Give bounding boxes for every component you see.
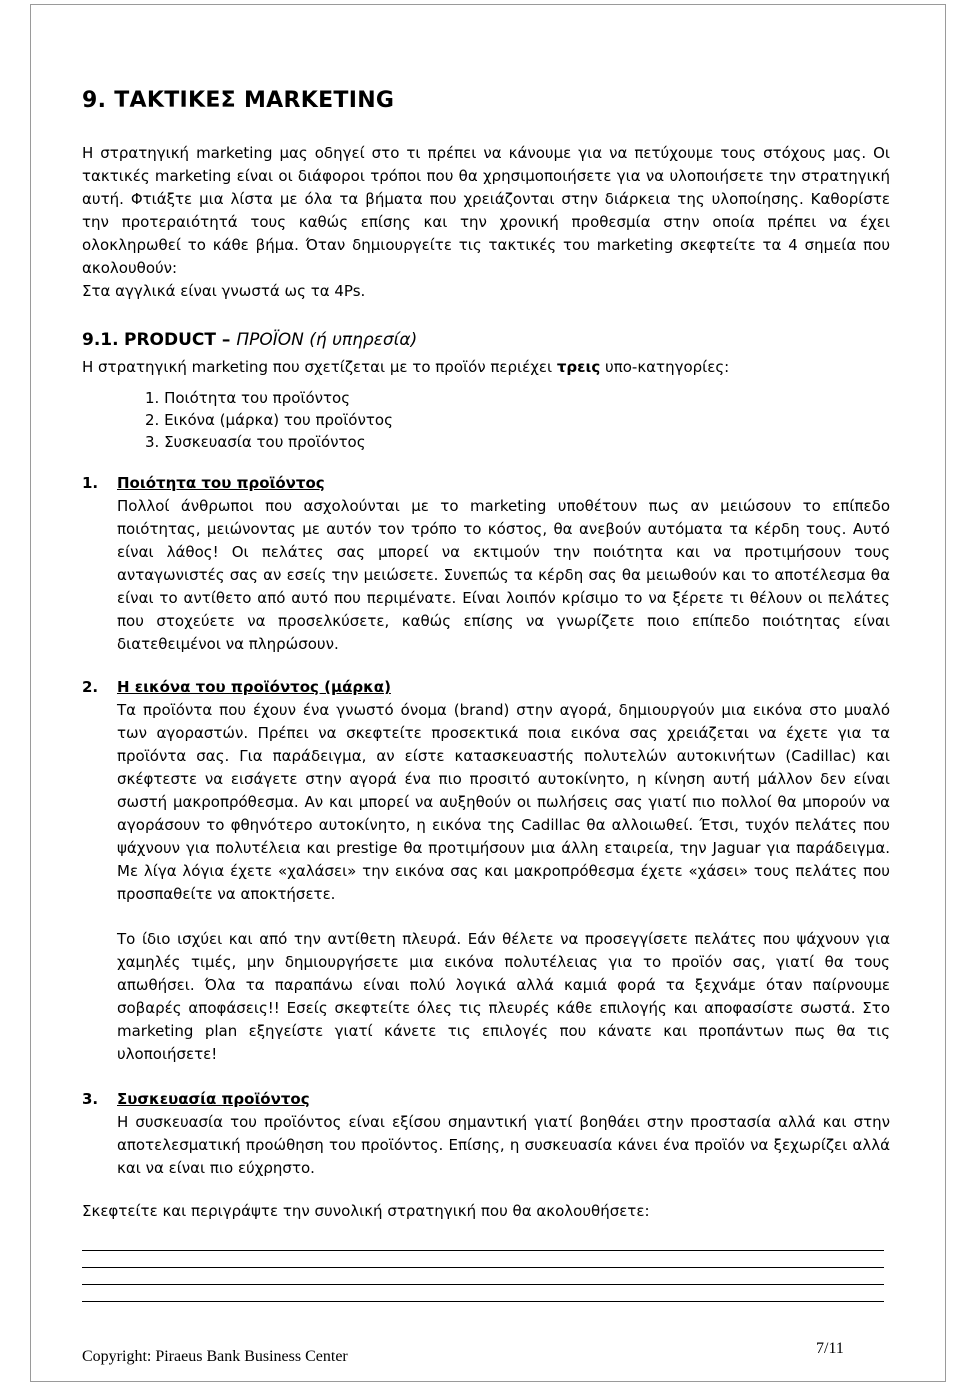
item-heading	[82, 472, 890, 495]
subsection-intro-text: Η στρατηγική marketing που σχετίζεται με το προϊόν περιέχει	[82, 358, 557, 376]
item-packaging	[82, 1088, 890, 1180]
item-paragraph: Η συσκευασία του προϊόντος είναι εξίσου σημαντική γιατί βοηθάει στην προστασία αλλά και στην αποτελεσματική προώθηση του προϊόντος. Επίσης, η συσκευασία κάνει ένα προϊόν να ξεχωρίζει αλλά και να είναι πιο εύχρηστο.	[117, 1113, 890, 1177]
item-brand-image	[82, 676, 890, 1066]
answer-line[interactable]	[82, 1250, 884, 1251]
closing-prompt: Σκεφτείτε και περιγράψτε την συνολική στρατηγική που θα ακολουθήσετε:	[82, 1202, 650, 1220]
subsection-intro-bold: τρεις	[556, 358, 601, 376]
subsection-dash: –	[215, 330, 237, 350]
footer-copyright: Copyright: Piraeus Bank Business Center	[82, 1348, 348, 1365]
item-paragraph: Το ίδιο ισχύει και από την αντίθετη πλευρά. Εάν θέλετε να προσεγγίσετε πελάτες που ψάχνουν για χαμηλές τιμές, μην δημιουργήσετε μια εικόνα πολυτέλειας για το προϊόν σας, γιατί θα τους απωθήσει. Όλα τα παραπάνω είναι πολύ λογικά αλλά καμιά φορά τα ξεχνάμε όταν παίρνουμε σοβαρές αποφάσεις!! Εσείς σκεφτείτε όλες τις πλευρές κάθε επιλογής και αποφασίστε σωστά. Στο marketing plan εξηγείστε γιατί κάνετε τις επιλογές που κάνατε και προπάντων πως θα τις υλοποιήσετε!	[117, 930, 890, 1063]
subcategory-list	[82, 387, 890, 453]
item-title: Η εικόνα του προϊόντος (μάρκα)	[117, 678, 391, 696]
list-item: 2. Εικόνα (μάρκα) του προϊόντος	[145, 411, 393, 429]
answer-line[interactable]	[82, 1301, 884, 1302]
subsection-name-greek: ΠΡΟΪΟΝ (ή υπηρεσία)	[236, 330, 418, 350]
section-title: 9. ΤΑΚΤΙΚΕΣ MARKETING	[82, 88, 395, 113]
subsection-intro	[82, 356, 890, 379]
item-quality	[82, 472, 890, 656]
item-title: Συσκευασία προϊόντος	[117, 1090, 310, 1108]
item-title: Ποιότητα του προϊόντος	[117, 474, 325, 492]
subsection-heading	[82, 328, 890, 352]
document-body	[82, 86, 890, 1302]
list-item: 3. Συσκευασία του προϊόντος	[145, 433, 366, 451]
item-paragraph: Πολλοί άνθρωποι που ασχολούνται με το marketing υποθέτουν πως αν μειώσουν το επίπεδο ποιότητας, μειώνοντας με αυτόν τον τρόπο το κόστος, θα ανεβούν αυτόματα τα κέρδη τους. Αυτό είναι λάθος! Οι πελάτες σας μπορεί να εκτιμούν την ποιότητα και να προτιμήσουν τους ανταγωνιστές σας αν εσείς την μειώσετε. Συνεπώς τα κέρδη σας θα μειωθούν και το αποτέλεσμα θα είναι το αντίθετο από αυτό που περιμένατε. Είναι λοιπόν κρίσιμο το να ξέρετε τι θέλουν οι πελάτες που στοχεύετε να προσελκύσετε, καθώς επίσης να γνωρίζετε ποιο επίπεδο ποιότητας είναι διατεθειμένοι να πληρώσουν.	[117, 497, 890, 653]
section-intro-last: Στα αγγλικά είναι γνωστά ως τα 4Ps.	[82, 282, 366, 300]
item-paragraph: Τα προϊόντα που έχουν ένα γνωστό όνομα (brand) στην αγορά, δημιουργούν μια εικόνα στο μυαλό των αγοραστών. Πρέπει να σκεφτείτε προσεκτικά ποια εικόνα σας χρειάζεται να έχετε για τα προϊόντα σας. Για παράδειγμα, αν είστε κατασκευαστής πολυτελών αυτοκινήτων (Cadillac) και σκέφτεστε να εισάγετε στην αγορά ένα πιο προσιτό αυτοκίνητο, η κίνηση αυτή μάλλον δεν είναι σωστή μακροπρόθεσμα. Αν και μπορεί να αυξηθούν οι πωλήσεις σας γιατί πιο πολλοί θα μπορούν να αγοράσουν το φθηνότερο αυτοκίνητο, η εικόνα της Cadillac θα αλλοιωθεί. Έτσι, τυχόν πελάτες που ψάχνουν για πολυτέλεια και prestige θα προτιμήσουν μια άλλη εταιρεία, την Jaguar για παράδειγμα. Με λίγα λόγια έχετε «χαλάσει» την εικόνα σας και μακροπρόθεσμα έχετε «χάσει» τους πελάτες που προσπαθείτε να αποκτήσετε.	[117, 701, 890, 903]
item-number: 1.	[82, 474, 99, 492]
item-heading	[82, 1088, 890, 1111]
subsection-intro-end: υπο-κατηγορίες:	[600, 358, 730, 376]
subsection-name: PRODUCT	[123, 330, 216, 350]
item-number: 3.	[82, 1090, 99, 1108]
item-heading	[82, 676, 890, 699]
item-number: 2.	[82, 678, 99, 696]
answer-line[interactable]	[82, 1267, 884, 1268]
list-item: 1. Ποιότητα του προϊόντος	[145, 389, 351, 407]
answer-line[interactable]	[82, 1284, 884, 1285]
section-intro: Η στρατηγική marketing μας οδηγεί στο τι πρέπει να κάνουμε για να πετύχουμε τους στόχους μας. Οι τακτικές marketing είναι οι διάφοροι τρόποι που θα χρησιμοποιήσετε για να υλοποιήσετε την στρατηγική αυτή. Φτιάξτε μια λίστα με όλα τα βήματα που χρειάζονται στην διάρκεια της υλοποίησης. Καθορίστε την προτεραιότητά τους καθώς επίσης και την χρονική προθεσμία στην οποία πρέπει να έχει ολοκληρωθεί το κάθε βήμα. Όταν δημιουργείτε τις τακτικές του marketing σκεφτείτε τα 4 σημεία που ακολουθούν:	[82, 144, 890, 277]
page-number: 7/11	[816, 1340, 844, 1357]
subsection-number: 9.1.	[82, 330, 119, 350]
